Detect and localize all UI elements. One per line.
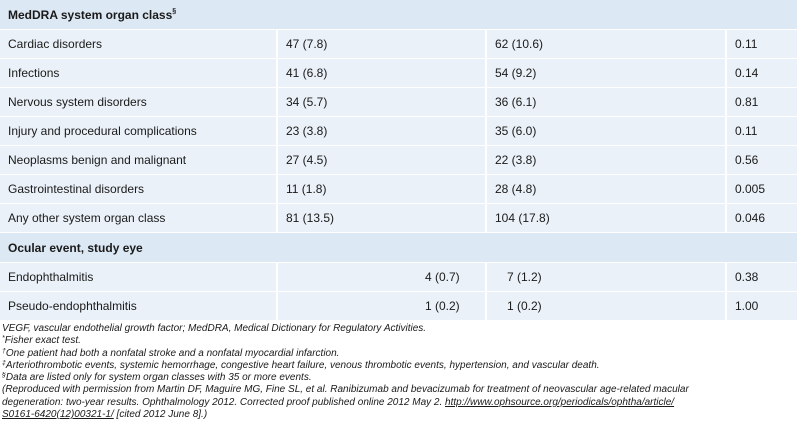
footnote-reproduced-line3: S0161-6420(12)00321-1/ [cited 2012 June 8].) [2,409,208,421]
footnote-abbreviations: VEGF, vascular endothelial growth factor; MedDRA, Medical Dictionary for Regulatory Activities. [2,323,427,334]
source-link-continued[interactable]: S0161-6420(12)00321-1/ [2,409,114,421]
footnote-reproduced-line2: degeneration: two-year results. Ophthalmology 2012. Corrected proof published online 2012 May 2. http://www.ophsource.org/periodicals/ophtha/article/ [2,396,675,408]
group1-value: 34 (5.7) [277,88,486,117]
group2-value: 1 (0.2) [486,292,726,321]
table-row [0,204,797,233]
p-value: 0.38 [726,263,797,292]
table-row [0,175,797,204]
group1-value: 1 (0.2) [277,292,486,321]
group2-value: 28 (4.8) [486,175,726,204]
group2-value: 54 (9.2) [486,59,726,88]
section-heading: MedDRA system organ class§ [0,0,797,30]
group2-value: 35 (6.0) [486,117,726,146]
footnote-star: *Fisher exact test. [2,335,81,347]
group2-value: 7 (1.2) [486,263,726,292]
row-label: Any other system organ class [0,204,277,233]
section-heading: Ocular event, study eye [0,233,797,263]
p-value: 0.005 [726,175,797,204]
footnote-section: §Data are listed only for system organ classes with 35 or more events. [2,372,312,384]
footnote-reproduced-line1: (Reproduced with permission from Martin DF, Maguire MG, Fine SL, et al. Ranibizumab and bevacizumab for treatment of neovascular age-related macular [2,384,689,396]
row-label: Pseudo-endophthalmitis [0,292,277,321]
group1-value: 27 (4.5) [277,146,486,175]
group1-value: 11 (1.8) [277,175,486,204]
section-header-ocular [0,233,797,263]
table-row [0,292,797,321]
footnotes [2,323,795,421]
row-label: Gastrointestinal disorders [0,175,277,204]
table-row [0,30,797,59]
row-label: Nervous system disorders [0,88,277,117]
table-row [0,59,797,88]
row-label: Infections [0,59,277,88]
group1-value: 23 (3.8) [277,117,486,146]
table-row [0,88,797,117]
p-value: 0.14 [726,59,797,88]
row-label: Cardiac disorders [0,30,277,59]
footnote-double-dagger: ‡Arteriothrombotic events, systemic hemorrhage, congestive heart failure, venous thrombotic events, hypertension, and vascular death. [2,359,600,371]
group1-value: 41 (6.8) [277,59,486,88]
row-label: Neoplasms benign and malignant [0,146,277,175]
table-row [0,146,797,175]
p-value: 0.046 [726,204,797,233]
footnote-dagger: †One patient had both a nonfatal stroke and a nonfatal myocardial infarction. [2,347,340,359]
row-label: Injury and procedural complications [0,117,277,146]
p-value: 1.00 [726,292,797,321]
p-value: 0.81 [726,88,797,117]
p-value: 0.11 [726,30,797,59]
group1-value: 4 (0.7) [277,263,486,292]
group2-value: 36 (6.1) [486,88,726,117]
group2-value: 104 (17.8) [486,204,726,233]
p-value: 0.56 [726,146,797,175]
source-link[interactable]: http://www.ophsource.org/periodicals/ophtha/article/ [445,396,675,408]
row-label: Endophthalmitis [0,263,277,292]
table-row [0,117,797,146]
section-header-meddra [0,0,797,30]
group1-value: 81 (13.5) [277,204,486,233]
group2-value: 22 (3.8) [486,146,726,175]
group1-value: 47 (7.8) [277,30,486,59]
p-value: 0.11 [726,117,797,146]
table-row [0,263,797,292]
group2-value: 62 (10.6) [486,30,726,59]
